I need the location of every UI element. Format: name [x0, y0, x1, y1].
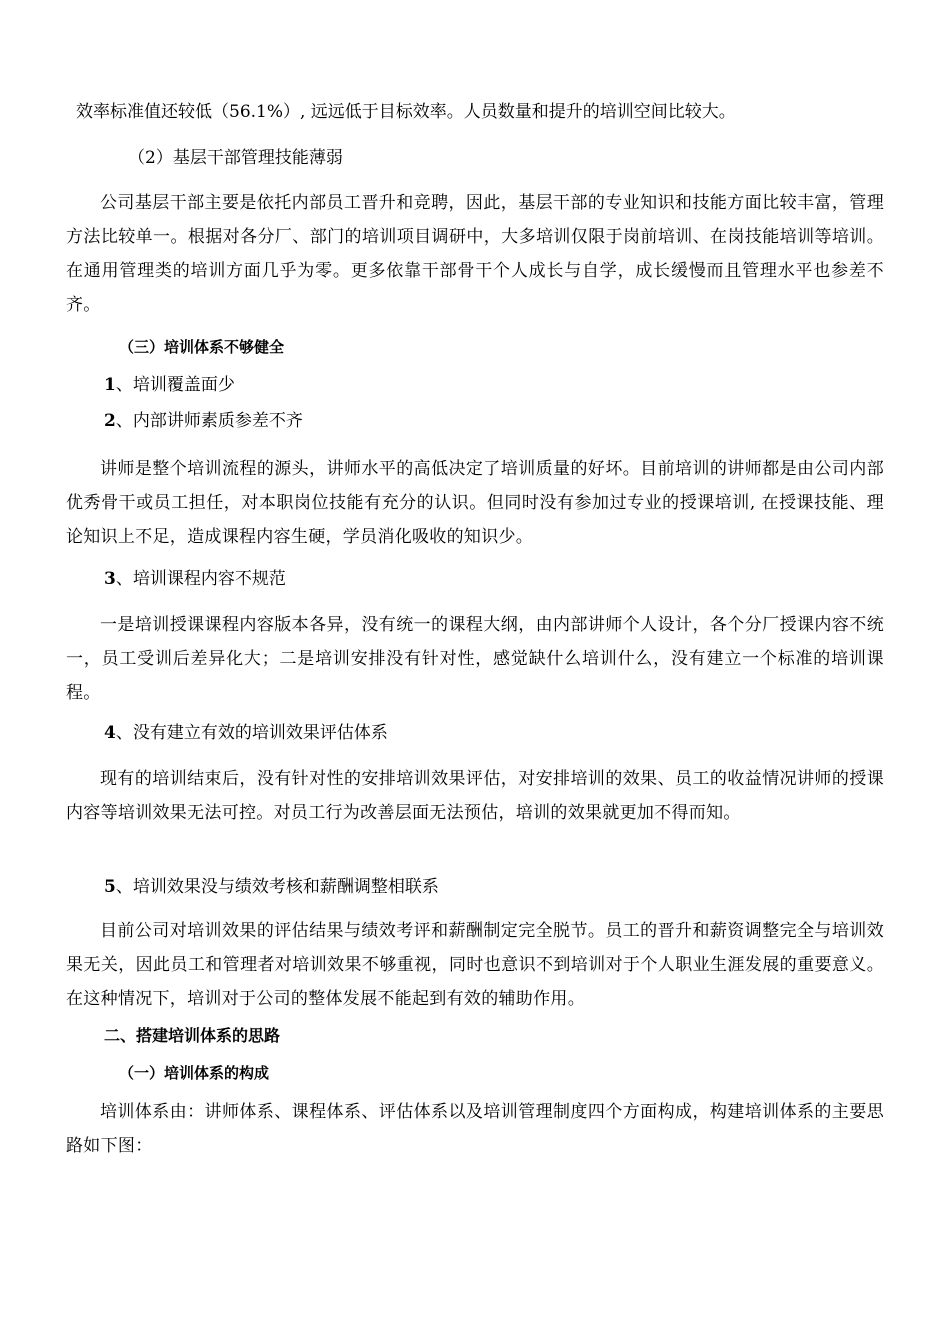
list-text: 、培训效果没与绩效考核和薪酬调整相联系	[115, 877, 439, 897]
list-number: 1	[104, 375, 116, 395]
list-number: 3	[104, 569, 116, 589]
section-heading-composition: （一）培训体系的构成	[119, 1064, 270, 1082]
continuation-line: 效率标准值还较低（56.1%）, 远远低于目标效率。人员数量和提升的培训空间比较大。	[76, 102, 736, 122]
list-item-courses	[104, 568, 286, 590]
paragraph-lecturers: 讲师是整个培训流程的源头，讲师水平的高低决定了培训质量的好坏。目前培训的讲师都是由公司内部优秀骨干或员工担任，对本职岗位技能有充分的认识。但同时没有参加过专业的授课培训, 在授课技能、理论知识上不足，造成课程内容生硬，学员消化吸收的知识少。	[66, 459, 884, 547]
list-number: 4	[104, 723, 116, 743]
list-text: 、培训覆盖面少	[115, 375, 235, 395]
list-text: 、没有建立有效的培训效果评估体系	[115, 723, 388, 743]
list-text: 、培训课程内容不规范	[115, 569, 286, 589]
paragraph-performance: 目前公司对培训效果的评估结果与绩效考评和薪酬制定完全脱节。员工的晋升和薪资调整完全与培训效果无关，因此员工和管理者对培训效果不够重视，同时也意识不到培训对于个人职业生涯发展的重要意义。在这种情况下，培训对于公司的整体发展不能起到有效的辅助作用。	[66, 921, 884, 1009]
section-heading-training-system: （三）培训体系不够健全	[119, 338, 285, 356]
subheading-basic-cadres: （2）基层干部管理技能薄弱	[128, 148, 343, 168]
list-text: 、内部讲师素质参差不齐	[115, 411, 303, 431]
list-item-lecturers	[104, 410, 303, 432]
paragraph-courses: 一是培训授课课程内容版本各异，没有统一的课程大纲，由内部讲师个人设计，各个分厂授课内容不统一，员工受训后差异化大；二是培训安排没有针对性，感觉缺什么培训什么，没有建立一个标准的培训课程。	[66, 615, 884, 703]
chapter-heading-approach: 二、搭建培训体系的思路	[104, 1026, 281, 1045]
paragraph-evaluation: 现有的培训结束后，没有针对性的安排培训效果评估，对安排培训的效果、员工的收益情况讲师的授课内容等培训效果无法可控。对员工行为改善层面无法预估，培训的效果就更加不得而知。	[66, 769, 884, 823]
list-number: 5	[104, 877, 116, 897]
list-item-coverage	[104, 374, 235, 396]
list-number: 2	[104, 411, 116, 431]
paragraph-basic-cadres: 公司基层干部主要是依托内部员工晋升和竞聘，因此，基层干部的专业知识和技能方面比较丰富，管理方法比较单一。根据对各分厂、部门的培训项目调研中，大多培训仅限于岗前培训、在岗技能培训等培训。在通用管理类的培训方面几乎为零。更多依靠干部骨干个人成长与自学，成长缓慢而且管理水平也参差不齐。	[66, 193, 884, 315]
list-item-performance	[104, 876, 439, 898]
list-item-evaluation	[104, 722, 388, 744]
paragraph-composition: 培训体系由：讲师体系、课程体系、评估体系以及培训管理制度四个方面构成，构建培训体系的主要思路如下图：	[66, 1102, 884, 1156]
